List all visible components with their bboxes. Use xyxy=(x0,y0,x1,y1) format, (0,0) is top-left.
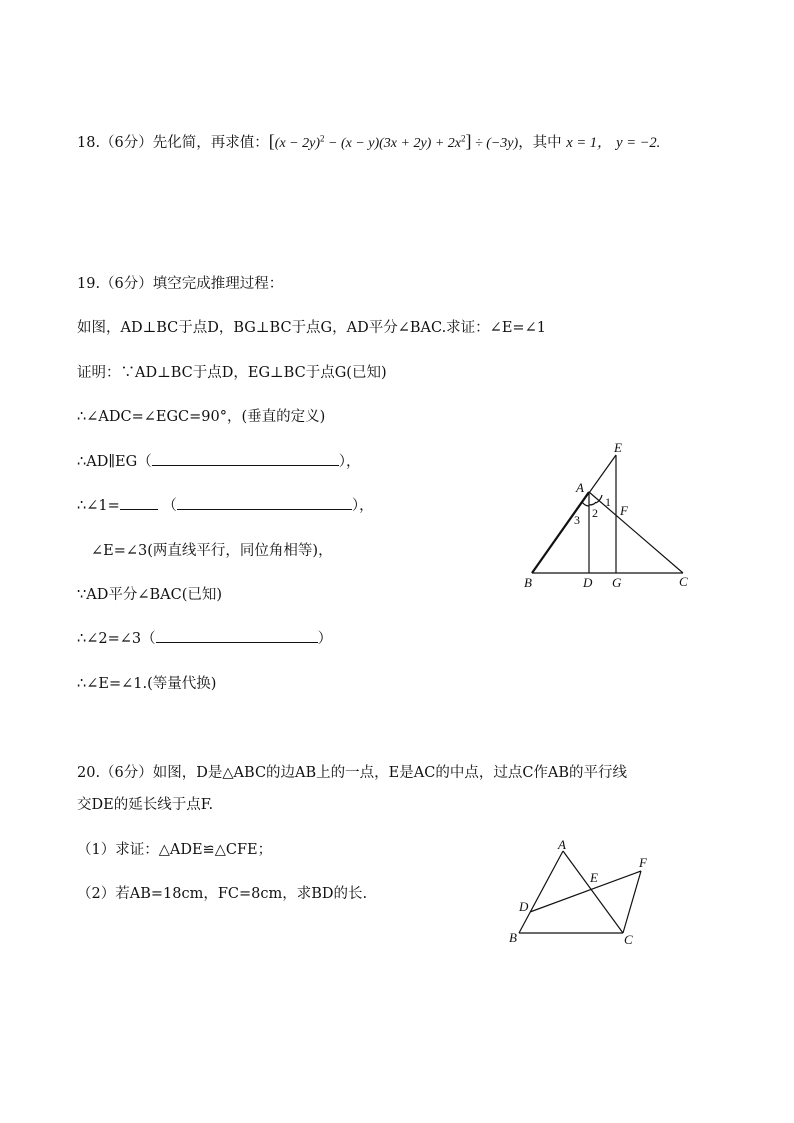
q19-step3-close: ）， xyxy=(351,498,374,514)
q18-cond-x: x = 1， xyxy=(566,135,612,151)
q20-label-A: A xyxy=(558,837,566,852)
q20-title-l1: 20.（6分）如图，D是△ABC的边AB上的一点，E是AC的中点，过点C作AB的平行线 xyxy=(77,765,628,781)
q20-line-CF xyxy=(623,871,641,933)
q19-step3-blank-reason[interactable] xyxy=(177,495,352,510)
q19-step2 xyxy=(77,450,360,471)
q20-label-E: E xyxy=(590,870,598,885)
q20-label-B: B xyxy=(509,930,517,945)
q19-step6-blank[interactable] xyxy=(156,628,318,643)
q19-label-F: F xyxy=(620,503,628,518)
q19-angle-label-3: 3 xyxy=(574,513,580,527)
q18-expression: $[(x - 2y)^2 - (x - y)(3x + 2y) + 2x^2] \div (-3y)$ xyxy=(268,131,519,151)
q19-step3-blank-angle[interactable] xyxy=(120,495,158,510)
q19-step2-close: ）， xyxy=(338,454,361,470)
q19-label-A: A xyxy=(576,480,584,495)
q19-line-BE xyxy=(532,455,616,573)
q20-label-D: D xyxy=(519,899,529,914)
q19-label-B: B xyxy=(524,575,532,590)
q20-title-l2: 交DE的延长线于点F. xyxy=(77,797,214,813)
q19-line-AC xyxy=(589,492,683,573)
q19-angle-arc-2 xyxy=(589,502,596,505)
q19-step5: ∵AD平分∠BAC(已知) xyxy=(77,587,223,603)
q19-angle-label-2: 2 xyxy=(592,506,598,520)
q19-angle-arc-3 xyxy=(582,502,589,506)
q19-step6-text: ∴∠2=∠3（ xyxy=(77,631,156,647)
q20-label-F: F xyxy=(639,855,647,870)
q19-label-D: D xyxy=(583,575,593,590)
q19-angle-arc-1 xyxy=(596,495,602,503)
q19-given: 如图，AD⊥BC于点D，BG⊥BC于点G，AD平分∠BAC.求证：∠E=∠1 xyxy=(77,320,546,336)
q19-label-C: C xyxy=(679,574,688,589)
q19-label-G: G xyxy=(612,575,622,590)
q20-line-AC xyxy=(563,851,623,933)
q19-step2-text: ∴AD∥EG（ xyxy=(77,454,152,470)
q19-step7: ∴∠E=∠1.(等量代换) xyxy=(77,676,217,692)
q19-title: 19.（6分）填空完成推理过程： xyxy=(77,276,284,292)
q19-step6 xyxy=(77,627,332,648)
q19-step1: ∴∠ADC=∠EGC=90°，(垂直的定义) xyxy=(77,409,326,425)
q18-cond-y: y = −2. xyxy=(616,135,661,151)
q18-prefix: 18.（6分）先化简，再求值： xyxy=(77,135,269,151)
q18-line xyxy=(77,131,660,152)
q19-angle-label-1: 1 xyxy=(605,495,611,509)
q18-suffix: ，其中 xyxy=(518,135,562,151)
q19-step3-open: （ xyxy=(162,498,177,514)
q19-proof-start: 证明：∵AD⊥BC于点D，EG⊥BC于点G(已知) xyxy=(77,365,387,381)
q20-part2: （2）若AB=18cm，FC=8cm，求BD的长. xyxy=(77,886,368,902)
q20-line-AB xyxy=(519,851,563,933)
q20-part1: （1）求证：△ADE≌△CFE； xyxy=(77,842,273,858)
q19-step3 xyxy=(77,494,374,515)
q19-step2-blank[interactable] xyxy=(152,451,339,466)
q20-label-C: C xyxy=(624,932,633,947)
q19-step4: ∠E=∠3(两直线平行，同位角相等)， xyxy=(91,543,333,559)
q19-step6-close: ） xyxy=(317,631,333,647)
q19-line-BA-bold xyxy=(532,492,589,573)
q19-step3-text: ∴∠1= xyxy=(77,498,120,514)
q19-label-E: E xyxy=(614,440,622,455)
q20-line-DF xyxy=(530,871,641,912)
